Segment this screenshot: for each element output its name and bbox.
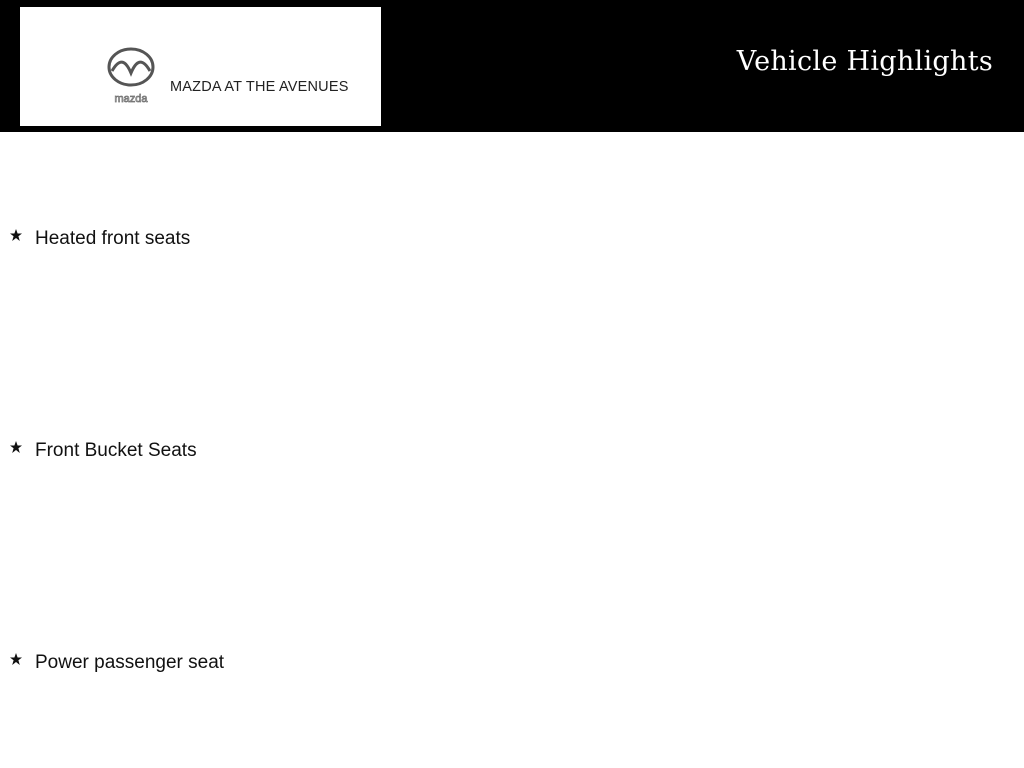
highlight-label: Power passenger seat <box>35 652 225 673</box>
dealer-logo[interactable] <box>20 7 381 126</box>
highlight-label: Heated front seats <box>35 228 191 249</box>
star-icon <box>9 228 23 242</box>
star-icon <box>9 652 23 666</box>
highlight-item-power-passenger-seat <box>0 652 600 682</box>
header-bar <box>0 0 1024 132</box>
mazda-wordmark: mazda <box>114 93 148 105</box>
mazda-emblem-icon <box>102 47 160 105</box>
dealer-name: MAZDA AT THE AVENUES <box>170 79 349 95</box>
highlight-item-heated-front-seats <box>0 228 600 258</box>
star-icon <box>9 440 23 454</box>
highlight-label: Front Bucket Seats <box>35 440 197 461</box>
page-title: Vehicle Highlights <box>736 46 993 77</box>
highlight-item-front-bucket-seats <box>0 440 600 470</box>
